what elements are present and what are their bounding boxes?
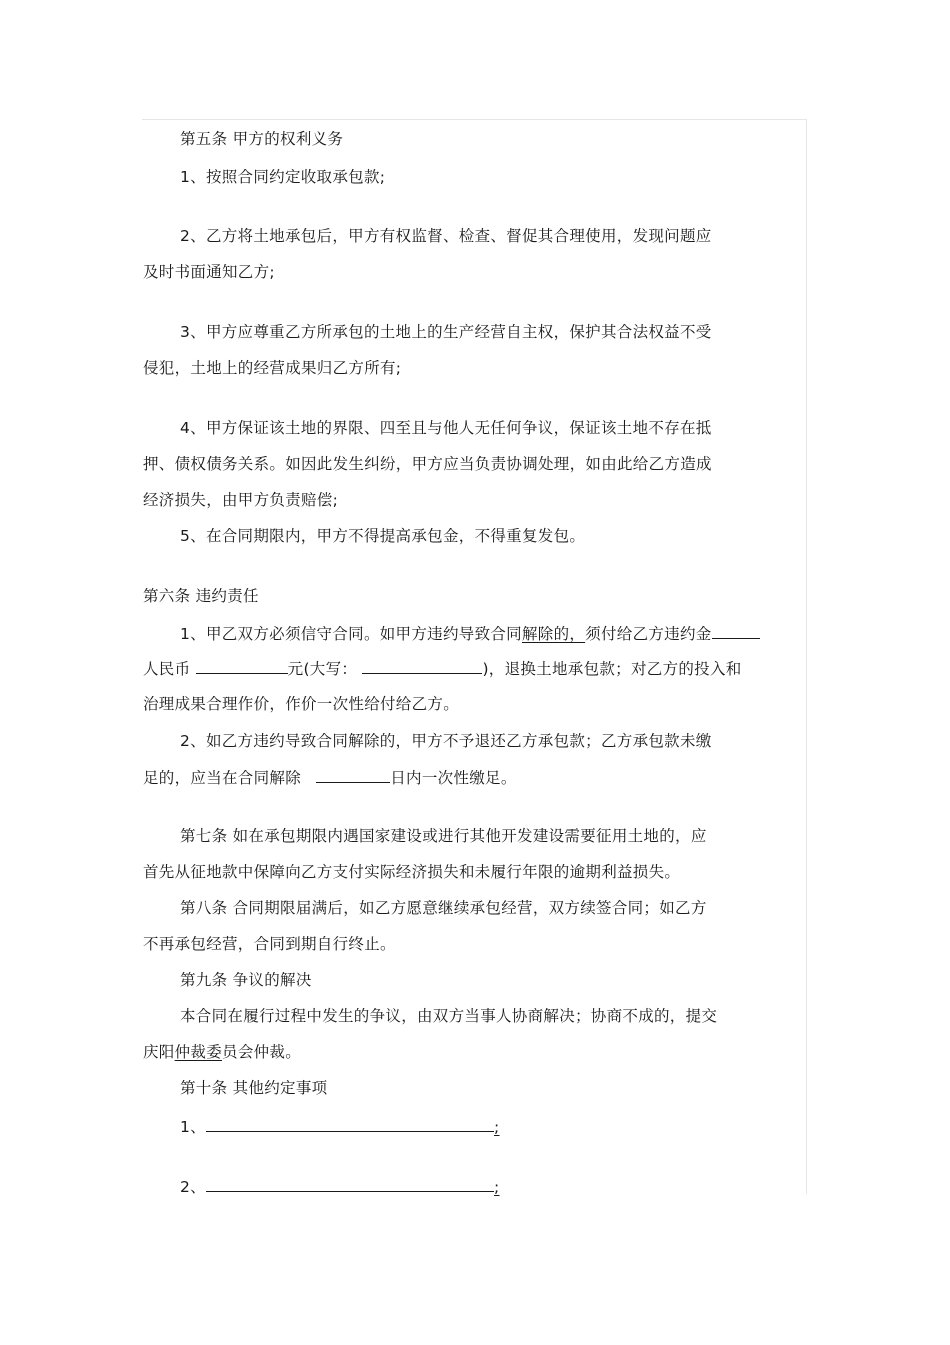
amount-in-words-blank[interactable] (362, 658, 482, 674)
text: 日内一次性缴足。 (390, 769, 517, 787)
article-5-item-5: 5、在合同期限内，甲方不得提高承包金，不得重复发包。 (180, 527, 586, 545)
text: )，退换土地承包款；对乙方的投入和 (482, 660, 742, 678)
article-10-item-2 (180, 1176, 500, 1197)
article-9-heading: 第九条 争议的解决 (180, 971, 312, 989)
text: ; (493, 1118, 500, 1136)
text: 1、甲乙双方必须信守合同。如甲方违约导致合同 (180, 625, 522, 643)
article-5-item-3-line-2: 侵犯，土地上的经营成果归乙方所有; (143, 359, 402, 377)
underlined-text: 仲裁委 (174, 1043, 223, 1061)
article-5-item-4-line-3: 经济损失，由甲方负责赔偿; (143, 491, 339, 509)
amount-blank[interactable] (196, 658, 288, 674)
penalty-blank[interactable] (712, 623, 760, 639)
other-item-2-blank[interactable] (206, 1176, 494, 1192)
article-5-item-1: 1、按照合同约定收取承包款; (180, 168, 386, 186)
article-7-line-2: 首先从征地款中保障向乙方支付实际经济损失和未履行年限的逾期利益损失。 (143, 863, 681, 881)
article-10-item-1 (180, 1116, 500, 1137)
article-10-heading: 第十条 其他约定事项 (180, 1079, 328, 1097)
article-9-line-2 (143, 1042, 301, 1062)
text: 元(大写： (287, 660, 358, 678)
text: 须付给乙方违约金 (585, 625, 712, 643)
article-6-item-2-line-1: 2、如乙方违约导致合同解除的，甲方不予退还乙方承包款；乙方承包款未缴 (180, 732, 712, 750)
article-8-line-2: 不再承包经营，合同到期自行终止。 (143, 935, 396, 953)
text: 1、 (180, 1118, 206, 1136)
other-item-1-blank[interactable] (206, 1116, 494, 1132)
text: 足的，应当在合同解除 (143, 769, 302, 787)
text: 人民币 (143, 660, 191, 678)
article-9-line-1: 本合同在履行过程中发生的争议，由双方当事人协商解决；协商不成的，提交 (180, 1007, 718, 1025)
article-8-line-1: 第八条 合同期限届满后，如乙方愿意继续承包经营，双方续签合同；如乙方 (180, 899, 707, 917)
article-5-item-3-line-1: 3、甲方应尊重乙方所承包的土地上的生产经营自主权，保护其合法权益不受 (180, 323, 712, 341)
days-blank[interactable] (316, 767, 390, 783)
underlined-text: 解除的， (521, 625, 586, 643)
article-5-item-2-line-1: 2、乙方将土地承包后，甲方有权监督、检查、督促其合理使用，发现问题应 (180, 227, 712, 245)
article-7-line-1: 第七条 如在承包期限内遇国家建设或进行其他开发建设需要征用土地的，应 (180, 827, 707, 845)
article-5-item-4-line-2: 押、债权债务关系。如因此发生纠纷，甲方应当负责协调处理，如由此给乙方造成 (143, 455, 712, 473)
text: 2、 (180, 1178, 206, 1196)
article-5-heading: 第五条 甲方的权利义务 (180, 130, 344, 148)
article-5-item-4-line-1: 4、甲方保证该土地的界限、四至且与他人无任何争议，保证该土地不存在抵 (180, 419, 712, 437)
article-6-item-1-line-1 (180, 623, 760, 644)
text: 庆阳 (143, 1043, 175, 1061)
article-6-item-1-line-3: 治理成果合理作价，作价一次性给付给乙方。 (143, 695, 460, 713)
text: ; (493, 1178, 500, 1196)
article-6-item-1-line-2 (143, 658, 742, 679)
article-5-item-2-line-2: 及时书面通知乙方; (143, 263, 275, 281)
article-6-item-2-line-2 (143, 767, 517, 788)
article-6-heading: 第六条 违约责任 (143, 587, 259, 605)
text: 员会仲裁。 (222, 1043, 302, 1061)
